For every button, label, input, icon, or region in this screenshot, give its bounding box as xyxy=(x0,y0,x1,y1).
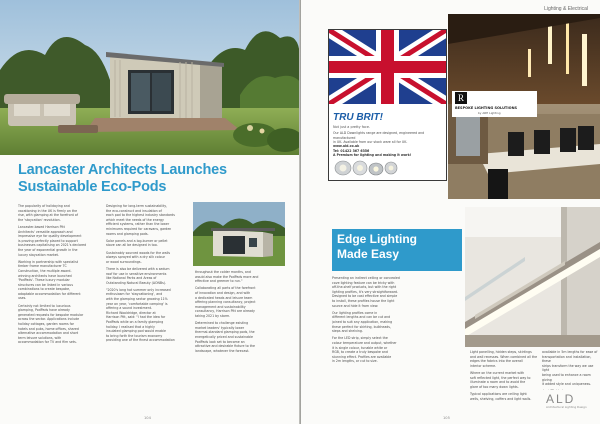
body-text-line: illuminate a room and to avoid the xyxy=(470,380,526,385)
bespoke-lighting-ad xyxy=(448,14,600,199)
body-text-line: to bring forth the tourism economy xyxy=(106,333,163,338)
body-text-line: steps and shelving. xyxy=(332,329,363,334)
downlight-products-icon xyxy=(333,156,443,178)
body-text-line: insulated glamping pod would enable xyxy=(106,329,166,334)
body-text-line: energetically priced and sustainable xyxy=(195,334,253,339)
body-text-line: winning architects have launched xyxy=(18,273,72,278)
body-text-line: structures can be linked in various xyxy=(18,282,73,287)
body-text-line: management and sustainability xyxy=(195,304,246,309)
right-page xyxy=(301,0,600,424)
body-text-line: edges the fabrics into the overall xyxy=(470,359,523,364)
ald-logo-tagline: Architectural Lighting Design xyxy=(546,405,587,409)
body-text-line: being used to enhance a room giving xyxy=(542,372,591,382)
body-text-line: term leisure solutions, with xyxy=(18,335,62,340)
body-text-line: glare of too many down lights. xyxy=(470,384,519,389)
body-text-line: Our lighting profiles come in xyxy=(332,310,378,315)
edge-column-c xyxy=(542,350,598,390)
body-text-line: minimums required for caravans, garden xyxy=(106,226,172,231)
headline-line-1: Lancaster Architects Launches xyxy=(18,162,227,178)
bespoke-logo-mark: R xyxy=(455,92,467,104)
headline-line-2: Sustainable Eco-Pods xyxy=(18,179,167,195)
ald-logo xyxy=(546,393,587,409)
body-text-line: thermal-standard glamping pods, the xyxy=(195,330,255,335)
ad-text-line: in UK. Available from our stock ware all for UK. xyxy=(333,140,408,143)
edge-column-b xyxy=(470,350,540,412)
body-text-line: consultancy, Harrison Pitt are already xyxy=(195,309,255,314)
body-text-line: Working in partnership with specialist xyxy=(18,259,79,264)
body-text-line: available in 5m lengths for ease of xyxy=(542,350,598,354)
bespoke-logo xyxy=(452,91,537,117)
body-text-line: soft reflected light, the perfect way to xyxy=(470,375,531,380)
body-text-line: providing one of the finest accommodation xyxy=(106,338,175,343)
staircase-photo xyxy=(465,207,600,347)
ad-contact-line: www.ald.co.uk xyxy=(333,144,360,148)
edge-headline xyxy=(332,229,462,271)
body-text-line: offering a sound investment. xyxy=(106,306,153,311)
body-text-line: stunning effect. Profiles are available xyxy=(332,354,392,359)
body-text-line: 'PodPads'. These luxury modular xyxy=(18,278,70,283)
ad-text-line: Our ALD Downlights range are designed, engineered and manufactured xyxy=(333,131,425,140)
eco-pod-illustration xyxy=(0,0,300,155)
body-text-line: across the sector. Applications include xyxy=(18,317,80,322)
edge-headline-line-1: Edge Lighting xyxy=(337,232,417,246)
body-text-line: stove can all be designed in too. xyxy=(106,243,158,248)
body-text-line: with the glamping sector growing 11% xyxy=(106,297,168,302)
body-text-line: combinations to create bespoke, xyxy=(18,287,71,292)
body-text-line: Certainly not limited to luxurious xyxy=(18,303,71,308)
body-text-line: roof for use in sensitive environments xyxy=(106,271,167,276)
body-text-line: businesses capitalising on 2021's declared xyxy=(18,243,87,248)
body-text-line: timber frame manufacturer TC xyxy=(18,264,67,269)
body-text-line: Richard Wooldridge, director at xyxy=(106,310,156,315)
body-text-line: Designed to be cost effective and simple xyxy=(332,294,398,299)
body-text-line: always sprayed with a dry silk colour xyxy=(106,255,165,260)
body-text-line: glamping, PodPads have already xyxy=(18,308,70,313)
body-text-line: PodPads while on a family glamping xyxy=(106,320,164,325)
tru-brit-heading: TRU BRIT! xyxy=(333,112,383,123)
body-text-line: which meet the needs of the energy xyxy=(106,217,164,222)
body-text-line: Where on the current market with xyxy=(470,370,525,375)
body-text-line: accommodation for TV and film sets. xyxy=(18,340,77,345)
article-column-1 xyxy=(18,204,102,404)
body-text-line: adaptable accommodation for different xyxy=(18,291,81,296)
body-text-line: and wall recesses. When combined all the xyxy=(470,354,538,359)
body-text-line: Sustainably sourced woods for the walls xyxy=(106,250,171,255)
article-column-2 xyxy=(106,204,190,404)
body-text-line: throughout the colder months, and xyxy=(195,270,251,274)
body-text-line: joined to suit any application, making xyxy=(332,319,393,324)
body-text-line: For the LED strip, simply select the xyxy=(332,336,388,341)
ad-contact-line: A Premium for lighting and making it work! xyxy=(333,153,412,158)
body-text-line: is proving perfectly placed to support xyxy=(18,238,78,243)
body-text-line: holiday. I realised that a highly xyxy=(106,324,155,329)
body-text-line: Collaborating all parts of the forefront xyxy=(195,286,256,291)
body-text-line: each pod to the highest industry standards xyxy=(106,213,175,218)
body-text-line: hotels and pubs, home offices, shared xyxy=(18,326,79,331)
pod-inset-illustration xyxy=(193,202,285,266)
bespoke-logo-sub: by ARH Lighting xyxy=(478,111,501,115)
body-text-line: Determined to challenge existing xyxy=(195,321,249,326)
body-text-line: Architects' versatile approach and xyxy=(18,229,73,234)
page-number: 104 xyxy=(144,416,151,420)
body-text-line: luxury staycation market. xyxy=(18,252,59,257)
body-text-line: Solar panels and a log-burner or pellet xyxy=(106,238,168,243)
body-text-line: the year of exponential growth in the xyxy=(18,247,78,252)
body-text-line: holiday cottages, garden rooms for xyxy=(18,322,74,327)
page-number: 105 xyxy=(443,416,450,420)
body-text-line: of innovation and design, and with xyxy=(195,290,251,295)
body-text-line: off-the-shelf products, but with the right xyxy=(332,285,397,290)
body-text-line: effective and greener to run." xyxy=(195,279,243,284)
body-text-line: different lengths and can be cut and xyxy=(332,315,391,320)
edge-headline-line-2: Made Easy xyxy=(337,247,400,261)
body-text-line: rooms and glamping pods. xyxy=(106,231,149,236)
body-text-line: strips transform the way we use light xyxy=(542,363,594,373)
body-text-line: uses. xyxy=(18,296,27,301)
body-text-line: would also make the PodPads more and xyxy=(195,274,259,279)
body-text-line: landscape, whatever the forecast. xyxy=(195,348,250,353)
body-text-line: alternative accommodation and short xyxy=(18,331,79,336)
union-jack-flag-icon xyxy=(329,30,446,104)
body-text-line: the 'staycation' revolution. xyxy=(18,217,61,222)
body-text-line: taking 2021 by storm. xyxy=(195,313,231,318)
body-text-line: source and hide it from view. xyxy=(332,303,379,308)
body-text-line: Typical applications are ceiling light xyxy=(470,391,527,396)
body-text-line: market leaders' typically lower xyxy=(195,325,245,330)
body-text-line: it is single colour, tunable white or xyxy=(332,345,388,350)
body-text-line: Light panelling, hidden steps, skirtings xyxy=(470,350,532,354)
body-text-line: enthusiasm for 'staycationing', and xyxy=(106,292,163,297)
tru-brit-tagline: Not just a pretty face. xyxy=(333,125,371,129)
body-text-line xyxy=(542,389,598,390)
edge-column-a xyxy=(332,276,420,408)
body-text-line: to install, these profiles house the light xyxy=(332,298,395,303)
body-text-line: cove lighting feature can be tricky with xyxy=(332,280,395,285)
article-column-3 xyxy=(195,270,285,404)
tru-brit-body xyxy=(333,131,443,143)
body-text-line: impressive eye for quality development xyxy=(18,234,82,239)
body-text-line: generated requests for bespoke modular xyxy=(18,312,84,317)
body-text-line: "2020's long hot summer only increased xyxy=(106,287,171,292)
body-text-line: Harrison Pitt, said: "I had the idea for xyxy=(106,315,166,320)
body-text-line: efficient systems, rather than the lower xyxy=(106,222,170,227)
body-text-line: wells, shelving, coffers and light walls. xyxy=(470,396,532,401)
body-text-line: rise, with glamping at the forefront of xyxy=(18,213,78,218)
staircase-illustration xyxy=(465,207,600,347)
body-text-line: in 2m lengths, or cut to size. xyxy=(332,359,378,364)
body-text-line: RGB, to create a truly bespoke and xyxy=(332,350,388,355)
body-text-line: colour temperature and output, whether xyxy=(332,340,397,345)
body-text-line: a dedicated heads and leisure team xyxy=(195,295,253,300)
bespoke-logo-name: BESPOKE LIGHTING SOLUTIONS xyxy=(455,106,518,110)
body-text-line: offering planning consultancy, project xyxy=(195,300,256,305)
tru-brit-ad xyxy=(328,29,447,181)
body-text-line: the eco-construct and insulation of xyxy=(106,208,162,213)
body-text-line: The popularity of holidaying and xyxy=(18,204,70,208)
body-text-line: Lancaster-based Harrison Pitt xyxy=(18,224,65,229)
body-text-line: Designing for long-term sustainability, xyxy=(106,204,168,208)
body-text-line: these perfect for skirting, bulkheads, xyxy=(332,324,391,329)
body-text-line: PodPads look set to become an xyxy=(195,339,245,344)
body-text-line: Outstanding Natural Beauty (AONBs). xyxy=(106,280,167,285)
body-text-line: lighting profiles, it's very straightforward. xyxy=(332,289,399,294)
ald-logo-mark: ALD xyxy=(546,392,576,406)
section-header: Lighting & Electrical xyxy=(544,6,588,12)
body-text-line: Presenting an indirect ceiling or concealed xyxy=(332,276,400,280)
body-text-line: like National Parks and Areas of xyxy=(106,276,157,281)
body-text-line: interior scheme. xyxy=(470,363,497,368)
pod-inset-photo xyxy=(193,202,285,266)
body-text-line: year on year, 'comfortable camping' is xyxy=(106,301,168,306)
body-text-line: There is also be delivered with a sedum xyxy=(106,266,170,271)
body-text-line: vacationing in the UK is firmly on the xyxy=(18,208,78,213)
body-text-line: attractive and desirable fixture to the xyxy=(195,344,255,349)
eco-pod-hero-photo xyxy=(0,0,300,155)
body-text-line: it added style and uniqueness. xyxy=(542,382,592,387)
body-text-line: transportation and installation, these xyxy=(542,354,592,364)
article-headline xyxy=(18,162,288,196)
body-text-line: or wood surroundings. xyxy=(106,259,142,264)
ad-contact-line: Tel: 01422 367 6356 xyxy=(333,148,370,153)
body-text-line: Construction, the multiple award- xyxy=(18,268,72,273)
